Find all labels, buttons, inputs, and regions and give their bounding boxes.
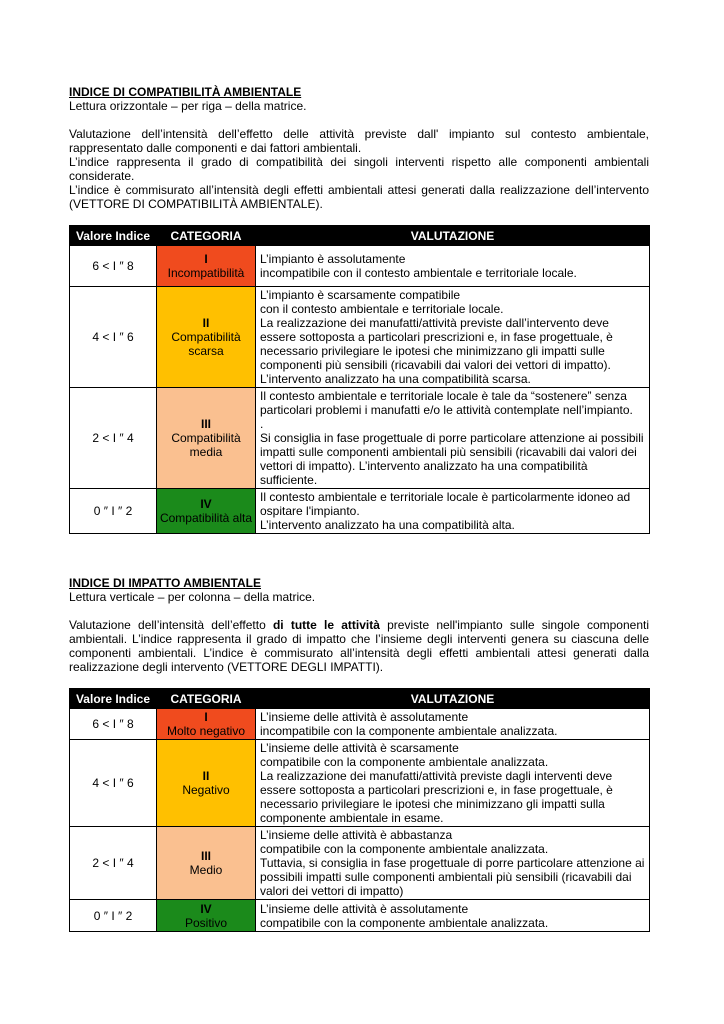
evaluation-cell [256,900,650,932]
evaluation-line: compatibile con la componente ambientale analizzata. [260,915,549,930]
index-value: 0 ″ I ″ 2 [70,489,157,534]
table-row [70,740,650,827]
table-row [70,709,650,740]
section2-paragraph-bold: di tutte le attività [272,618,380,632]
category-roman: IV [200,901,212,916]
index-value: 4 < I ″ 6 [70,740,157,827]
evaluation-line: incompatibile con la componente ambientale analizzata. [260,724,558,738]
table-header-row [70,689,650,709]
category-cell [157,489,256,534]
evaluation-cell [256,827,650,900]
evaluation-line: L’insieme delle attività è abbastanza [260,828,453,842]
category-label: Molto negativo [166,724,246,738]
category-cell [157,900,256,932]
section2-title: INDICE DI IMPATTO AMBIENTALE [69,576,261,590]
section2-paragraph [69,618,649,674]
index-value: 0 ″ I ″ 2 [70,900,157,932]
evaluation-line: con il contesto ambientale e territoriale locale. [260,302,504,316]
category-cell [157,709,256,740]
category-roman: III [200,849,211,863]
category-cell [157,246,256,287]
category-roman: I [204,252,208,266]
table-row [70,900,650,932]
category-cell [157,740,256,827]
evaluation-line: incompatibile con il contesto ambientale e territoriale locale. [260,266,577,280]
header-categoria: CATEGORIA [157,689,256,709]
category-roman: IV [200,497,212,511]
evaluation-cell [256,740,650,827]
evaluation-line: L’impianto è scarsamente compatibile [260,288,461,302]
section1-subtitle: Lettura orizzontale – per riga – della matrice. [69,99,307,113]
index-value: 4 < I ″ 6 [70,287,157,388]
section1-paragraph-3: L’indice è commisurato all’intensità degli effetti ambientali attesi generati dalla realizzazione dell’intervento (VETTORE DI COMPATIBILITÀ AMBIENTALE). [69,183,649,211]
category-label: Positivo [184,915,228,930]
evaluation-line: L’insieme delle attività è scarsamente [260,741,459,755]
section2-paragraph-post: previste nell'impianto sulle singole componenti ambientali. L’indice rappresenta il grado di impatto che l’insieme degli interventi genera su ciascuna delle componenti ambientali. L’indice è commisurato all’intensità degli effetti ambientali attesi generati dalla realizzazione degli intervento (VETTORE DEGLI IMPATTI). [69,618,650,674]
category-label: Medio [189,863,223,877]
section1-title: INDICE DI COMPATIBILITÀ AMBIENTALE [69,85,302,99]
table-row [70,246,650,287]
table-row [70,489,650,534]
evaluation-cell [256,246,650,287]
evaluation-line: Il contesto ambientale e territoriale locale è particolarmente idoneo ad ospitare l'impianto. [260,490,631,518]
evaluation-line: La realizzazione dei manufatti/attività previste dall’intervento deve essere sottoposta a particolari prescrizioni e, in fase progettuale, è necessario privilegiare le ipotesi che minimizzano gli impatti sulle componenti più sensibili (ricavabili dai valori dei vettori di impatto). [260,316,613,372]
category-cell [157,287,256,388]
category-label: Compatibilità media [171,431,241,459]
index-value: 2 < I ″ 4 [70,388,157,489]
header-valutazione: VALUTAZIONE [256,689,650,709]
table-row [70,827,650,900]
evaluation-line: La realizzazione dei manufatti/attività previste dagli interventi deve essere sottoposta a particolari prescrizioni e, in fase progettuale, è necessario privilegiare le ipotesi che minimizzano gli impatti sulla componente ambientale in esame. [260,769,613,825]
table-header-row [70,226,650,246]
header-valutazione: VALUTAZIONE [256,226,650,246]
evaluation-line: L’intervento analizzato ha una compatibilità alta. [260,518,515,532]
section2-subtitle: Lettura verticale – per colonna – della matrice. [69,590,316,604]
category-roman: II [202,769,210,783]
evaluation-line: L’impianto è assolutamente [260,252,406,266]
impact-table [69,688,650,932]
table-row [70,388,650,489]
category-roman: II [202,316,210,330]
header-valore-indice: Valore Indice [70,689,157,709]
evaluation-line: . [260,417,264,431]
category-label: Compatibilità scarsa [171,330,241,358]
evaluation-line: L’insieme delle attività è assolutamente [260,901,469,916]
compatibility-table [69,225,650,534]
evaluation-line: Il contesto ambientale e territoriale locale è tale da “sostenere” senza particolari problemi i manufatti e/o le attività contemplate nell’impianto. [260,389,633,417]
index-value: 6 < I ″ 8 [70,709,157,740]
evaluation-cell [256,287,650,388]
category-roman: I [204,710,208,724]
category-roman: III [200,417,211,431]
document-page [69,85,649,932]
index-value: 2 < I ″ 4 [70,827,157,900]
evaluation-line: Tuttavia, si consiglia in fase progettuale di porre particolare attenzione ai possibili impatti sulle componenti ambientali più sensibili (ricavabili dai valori dei vettori di impatto) [260,856,645,898]
header-valore-indice: Valore Indice [70,226,157,246]
category-cell [157,827,256,900]
section2-paragraph-pre: Valutazione dell’intensità dell’effetto [69,618,273,632]
evaluation-line: compatibile con la componente ambientale analizzata. [260,755,549,769]
evaluation-line: L’insieme delle attività è assolutamente [260,710,469,724]
index-value: 6 < I ″ 8 [70,246,157,287]
evaluation-cell [256,388,650,489]
section1-paragraph-2: L’indice rappresenta il grado di compatibilità dei singoli interventi rispetto alle componenti ambientali considerate. [69,155,649,183]
evaluation-line: L’intervento analizzato ha una compatibilità scarsa. [260,372,531,386]
header-categoria: CATEGORIA [157,226,256,246]
section1-paragraph-1: Valutazione dell’intensità dell’effetto delle attività previste dall' impianto sul contesto ambientale, rappresentato dalle componenti e dai fattori ambientali. [69,127,649,155]
category-label: Negativo [182,783,230,797]
evaluation-line: Si consiglia in fase progettuale di porre particolare attenzione ai possibili impatti sulle componenti ambientali più sensibili (ricavabili dai valori dei vettori di impatto). L’intervento analizzato ha una compatibilità sufficiente. [260,431,644,487]
table-row [70,287,650,388]
category-label: Compatibilità alta [159,511,253,525]
evaluation-cell [256,489,650,534]
evaluation-line: compatibile con la componente ambientale analizzata. [260,842,549,856]
category-cell [157,388,256,489]
category-label: Incompatibilità [167,266,245,280]
evaluation-cell [256,709,650,740]
